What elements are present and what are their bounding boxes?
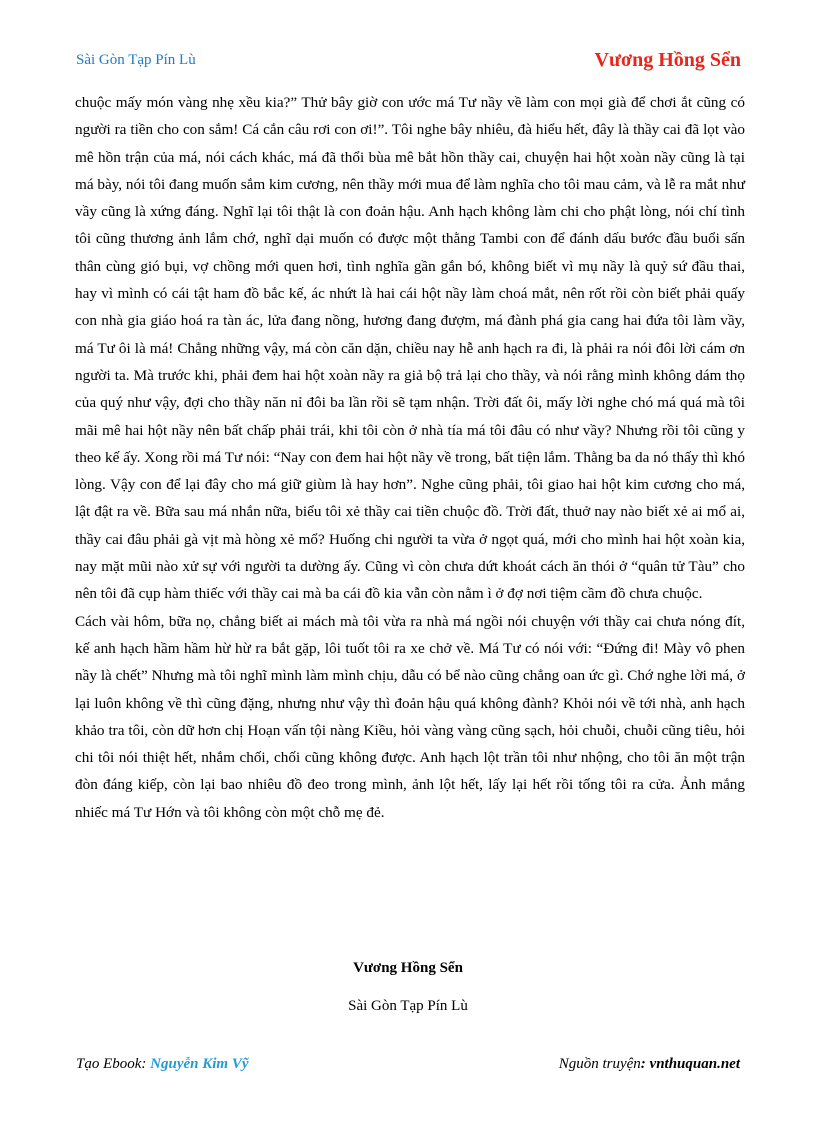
header-author: Vương Hồng Sển xyxy=(594,49,741,71)
footer-ebook-credit xyxy=(76,1056,249,1073)
footer-ebook-label: Tạo Ebook xyxy=(76,1056,142,1072)
footer-source-label: Nguồn truyện xyxy=(558,1056,641,1072)
footer-source-site: vnthuquan.net xyxy=(649,1056,740,1072)
footer-source-separator: : xyxy=(640,1056,650,1072)
header-book-title: Sài Gòn Tạp Pín Lù xyxy=(76,52,196,68)
story-paragraph-2: Cách vài hôm, bữa nọ, chẳng biết ai mách mà tôi vừa ra nhà má ngồi nói chuyện với thầy cai chưa nóng đít, kế anh hạch hầm hầm hừ hừ ra bắt gặp, lôi tuốt tôi ra xe chở về. Má Tư có nói với: “Đứng đi! Mày vô phen nầy là chết” Nhưng mà tôi nghĩ mình làm mình chịu, dẫu có bể nào cũng chẳng oan ức gì. Chớ nghe lời má, ở lại luôn không về thì cũng đặng, nhưng như vậy thì đoản hậu quá không đành? Khỏi nói về tới nhà, anh hạch khảo tra tôi, còn dữ hơn chị Hoạn vấn tội nàng Kiều, hỏi vàng vàng cũng sạch, hỏi chuỗi, chuỗi cũng tiêu, hỏi chi tôi nói thiệt hết, nhắm chối, chối cũng không được. Anh hạch lột trần tôi như nhộng, cho tôi ăn một trận đòn đáng kiếp, còn lại bao nhiêu đồ đeo trong mình, ảnh lột hết, lấy lại hết rồi tống tôi ra cửa. Ảnh mắng nhiếc má Tư Hớn và tôi không còn một chỗ mẹ đẻ. xyxy=(75,612,745,821)
footer-source-credit xyxy=(559,1056,740,1073)
story-paragraph-1: chuộc mấy món vàng nhẹ xều kia?” Thử bây giờ con ước má Tư nầy về làm con mọi già để chơi ắt cũng có người ra tiền cho con sắm! Cá cắn câu rơi con ơi!”. Tôi nghe bây nhiêu, đà hiểu hết, đây là thầy cai đã lọt vào mê hồn trận của má, nói cách khác, má đã thổi bùa mê bắt hồn thầy cai, chuyện hai hột xoàn nầy cũng là tại má bày, nói tôi đang muốn sắm kim cương, nên thầy mới mua để làm nghĩa cho tôi mau cảm, và lễ ra mắt như vầy cũng là xứng đáng. Nghĩ lại tôi thật là con đoản hậu. Anh hạch không làm chi cho phật lòng, nói chí tình tôi cũng thương ảnh lắm chớ, nghĩ dại muốn có được một thằng Tambi con để đánh dấu bước đầu buổi sấn thân cùng gió bụi, vợ chồng mới quen hơi, tình nghĩa gần gắn bó, không biết vì mụ nầy là quỷ sứ đầu thai, hay vì mình có cái tật ham đồ bắc kế, ác nhứt là hai cái hột nầy làm choá mắt, nên rốt rồi còn biết phải quấy con nhà gia giáo hoá ra tàn ác, lửa đang nồng, hương đang đượm, má đành phá gia cang hai đứa tôi làm vầy, má Tư ôi là má! Chẳng những vậy, má còn căn dặn, chiều nay hễ anh hạch ra đi, là phải ra nói đôi lời cám ơn người ta. Mà trước khi, phải đem hai hột xoàn nầy ra giả bộ trả lại cho thầy, và nói rằng mình không dám thọ của quý như vậy, đợi cho thầy năn nỉ đôi ba lần rồi sẽ tạm nhận. Trời đất ôi, mấy lời nghe chó má quá mà tôi mãi mê hai hột nầy nên bất chấp phải trái, khi tôi còn ở nhà tía má tôi đâu có như vầy? Nhưng rồi tôi cũng y theo kế ấy. Xong rồi má Tư nói: “Nay con đem hai hột nầy về trong, bất tiện lắm. Thằng ba da nó thấy thì khó lòng. Vậy con để lại đây cho má giữ giùm là hay hơn”. Nghe cũng phải, tôi giao hai hột kim cương cho má, lật đật ra về. Bữa sau má nhắn nữa, biểu tôi xẻ thầy cai tiền chuộc đồ. Trời đất, thuở nay nào biết xẻ ai mổ ai, thầy cai đâu phải gà vịt mà hòng xẻ mổ? Huống chi người ta vừa ở ngọt quá, mới cho mình hai hột xoàn kia, nay mặt mũi nào xử sự với người ta dường ấy. Cũng vì còn chưa dứt khoát cách ăn thói ở “quân tử Tàu” cho nên tôi đã cụp hàm thiếc với thầy cai mà ba cái đồ kia vẫn còn nằm ì ở đợ nơi tiệm cầm đồ chưa chuộc. xyxy=(75,94,745,603)
story-body xyxy=(75,89,745,826)
footer-ebook-creator: Nguyễn Kim Vỹ xyxy=(150,1056,249,1072)
footer-ebook-separator: : xyxy=(141,1056,151,1072)
signature-book-title: Sài Gòn Tạp Pín Lù xyxy=(348,998,468,1014)
signature-author: Vương Hồng Sển xyxy=(353,960,463,976)
